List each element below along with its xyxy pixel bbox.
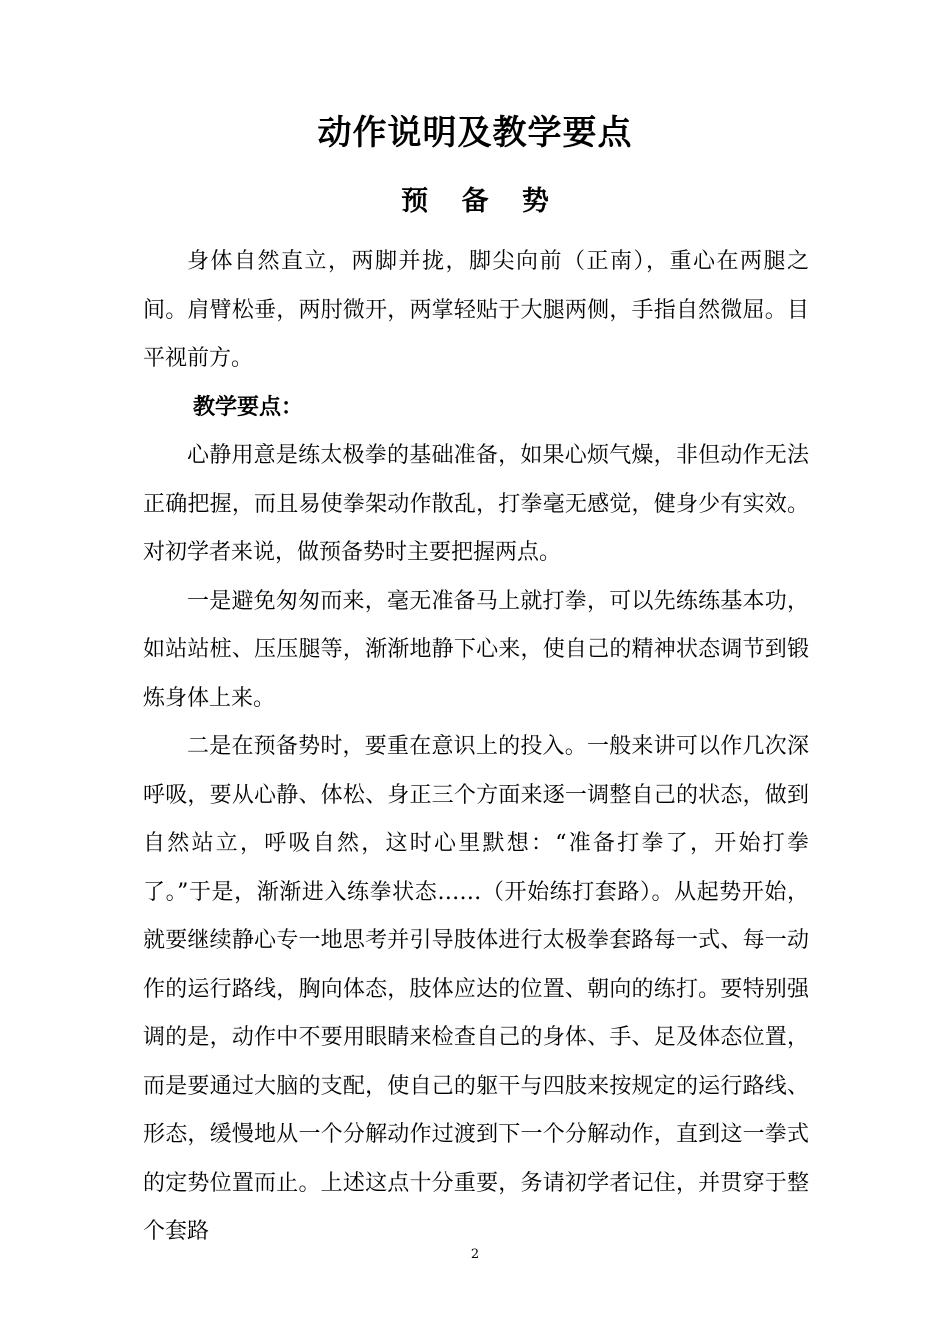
page-title: 动作说明及教学要点 <box>317 113 633 153</box>
page-number: 2 <box>470 1247 480 1262</box>
section-title: 预 备 势 <box>401 186 561 217</box>
paragraph-key-point-intro: 心静用意是练太极拳的基础准备，如果心烦气燥，非但动作无法正确把握，而且易使拳架动作散乱，打拳毫无感觉，健身少有实效。对初学者来说，做预备势时主要把握两点。 <box>143 443 809 565</box>
body-text <box>143 238 809 1257</box>
paragraph-key-point-two: 二是在预备势时，要重在意识上的投入。一般来讲可以作几次深呼吸，要从心静、体松、身正三个方面来逐一调整自己的状态，做到自然站立，呼吸自然，这时心里默想：“准备打拳了，开始打拳了。”于是，渐渐进入练拳状态……（开始练打套路）。从起势开始，就要继续静心专一地思考并引导肢体进行太极拳套路每一式、每一动作的运行路线，胸向体态，肢体应达的位置、朝向的练打。要特别强调的是，动作中不要用眼睛来检查自己的身体、手、足及体态位置，而是要通过大脑的支配，使自己的躯干与四肢来按规定的运行路线、形态，缓慢地从一个分解动作过渡到下一个分解动作，直到这一拳式的定势位置而止。上述这点十分重要，务请初学者记住，并贯穿于整个套路 <box>143 734 809 1244</box>
key-points-heading: 教学要点： <box>193 394 304 420</box>
paragraph-stance-description: 身体自然直立，两脚并拢，脚尖向前（正南），重心在两腿之间。肩臂松垂，两肘微开，两掌轻贴于大腿两侧，手指自然微屈。目平视前方。 <box>143 249 809 371</box>
paragraph-key-point-one: 一是避免匆匆而来，毫无准备马上就打拳，可以先练练基本功，如站站桩、压压腿等，渐渐地静下心来，使自己的精神状态调节到锻炼身体上来。 <box>143 588 809 711</box>
